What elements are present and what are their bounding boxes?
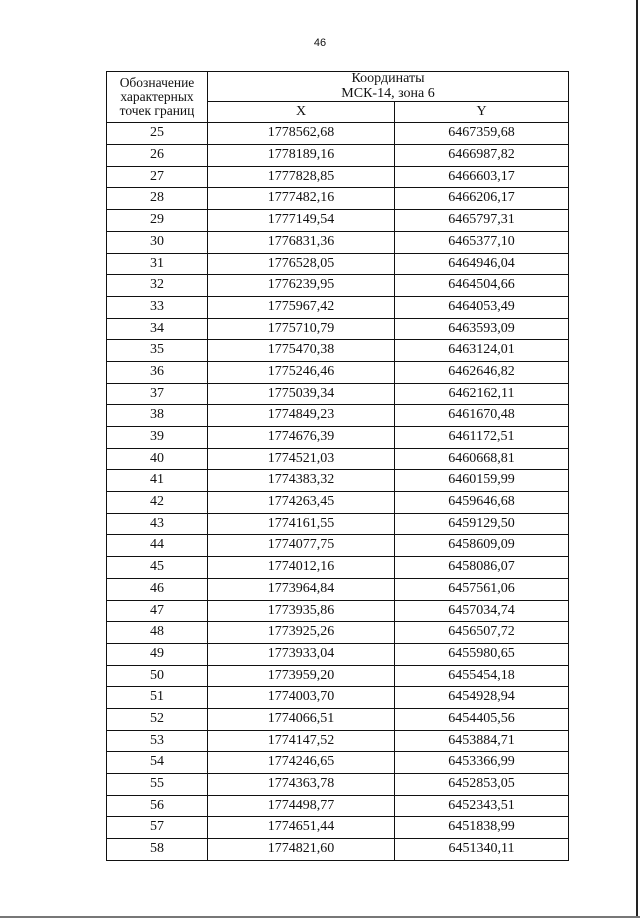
y-coordinate-cell: 6466987,82 [395,145,569,167]
y-coordinate-cell: 6456507,72 [395,622,569,644]
table-row [107,210,569,232]
point-number-cell: 48 [107,622,208,644]
point-number-cell: 49 [107,643,208,665]
x-coordinate-cell: 1774521,03 [208,448,395,470]
y-coordinate-cell: 6453366,99 [395,752,569,774]
x-coordinate-cell: 1777482,16 [208,188,395,210]
point-number-cell: 37 [107,383,208,405]
coordinates-header [208,72,569,102]
x-coordinate-cell: 1774147,52 [208,730,395,752]
point-designation-header: Обозначение характерных точек границ [107,72,208,123]
point-number-cell: 55 [107,774,208,796]
table-row [107,340,569,362]
point-number-cell: 31 [107,253,208,275]
point-number-cell: 27 [107,166,208,188]
y-coordinate-cell: 6464053,49 [395,296,569,318]
y-coordinate-cell: 6458609,09 [395,535,569,557]
x-coordinate-cell: 1774263,45 [208,492,395,514]
x-coordinate-cell: 1778189,16 [208,145,395,167]
table-row [107,253,569,275]
y-coordinate-cell: 6458086,07 [395,557,569,579]
point-number-cell: 29 [107,210,208,232]
table-row [107,123,569,145]
point-number-cell: 36 [107,361,208,383]
x-coordinate-cell: 1774651,44 [208,817,395,839]
point-number-cell: 34 [107,318,208,340]
x-coordinate-cell: 1774066,51 [208,708,395,730]
table-row [107,600,569,622]
x-coordinate-cell: 1775246,46 [208,361,395,383]
x-coordinate-cell: 1777828,85 [208,166,395,188]
x-coordinate-cell: 1774012,16 [208,557,395,579]
x-coordinate-cell: 1773933,04 [208,643,395,665]
point-number-cell: 43 [107,513,208,535]
y-coordinate-cell: 6453884,71 [395,730,569,752]
table-row [107,231,569,253]
table-row [107,817,569,839]
table-row [107,383,569,405]
x-coordinate-cell: 1773935,86 [208,600,395,622]
y-coordinate-cell: 6457034,74 [395,600,569,622]
x-coordinate-cell: 1777149,54 [208,210,395,232]
table-row [107,275,569,297]
point-number-cell: 52 [107,708,208,730]
y-coordinate-cell: 6467359,68 [395,123,569,145]
page-edge-right [636,0,638,918]
table-row [107,730,569,752]
y-coordinate-cell: 6461172,51 [395,427,569,449]
page-number: 46 [313,37,327,49]
coordinates-table [106,71,569,861]
table-row [107,643,569,665]
table-row [107,687,569,709]
y-coordinate-cell: 6465377,10 [395,231,569,253]
y-coordinate-cell: 6460159,99 [395,470,569,492]
x-coordinate-cell: 1774676,39 [208,427,395,449]
point-number-cell: 25 [107,123,208,145]
table-row [107,361,569,383]
table-row [107,405,569,427]
table-row [107,622,569,644]
y-coordinate-cell: 6459129,50 [395,513,569,535]
y-coordinate-cell: 6460668,81 [395,448,569,470]
point-number-cell: 44 [107,535,208,557]
x-coordinate-cell: 1776239,95 [208,275,395,297]
table-row [107,145,569,167]
x-coordinate-cell: 1774003,70 [208,687,395,709]
y-coordinate-cell: 6466603,17 [395,166,569,188]
table-row [107,427,569,449]
point-number-cell: 53 [107,730,208,752]
x-coordinate-cell: 1774246,65 [208,752,395,774]
x-coordinate-cell: 1774849,23 [208,405,395,427]
x-coordinate-cell: 1774821,60 [208,839,395,861]
y-coordinate-cell: 6452343,51 [395,795,569,817]
point-number-cell: 32 [107,275,208,297]
point-number-cell: 38 [107,405,208,427]
column-y-header: Y [395,102,569,123]
point-number-cell: 58 [107,839,208,861]
x-coordinate-cell: 1774161,55 [208,513,395,535]
y-coordinate-cell: 6451340,11 [395,839,569,861]
x-coordinate-cell: 1778562,68 [208,123,395,145]
table-row [107,470,569,492]
y-coordinate-cell: 6462646,82 [395,361,569,383]
x-coordinate-cell: 1773964,84 [208,578,395,600]
table-row [107,448,569,470]
x-coordinate-cell: 1773925,26 [208,622,395,644]
y-coordinate-cell: 6463593,09 [395,318,569,340]
x-coordinate-cell: 1776831,36 [208,231,395,253]
point-number-cell: 41 [107,470,208,492]
x-coordinate-cell: 1775039,34 [208,383,395,405]
point-number-cell: 33 [107,296,208,318]
y-coordinate-cell: 6454405,56 [395,708,569,730]
x-coordinate-cell: 1775967,42 [208,296,395,318]
coordinates-header-label: Координаты [351,71,425,86]
point-number-cell: 46 [107,578,208,600]
y-coordinate-cell: 6455454,18 [395,665,569,687]
x-coordinate-cell: 1774498,77 [208,795,395,817]
y-coordinate-cell: 6465797,31 [395,210,569,232]
table-row [107,665,569,687]
table-row [107,535,569,557]
y-coordinate-cell: 6459646,68 [395,492,569,514]
column-x-header: X [208,102,395,123]
y-coordinate-cell: 6451838,99 [395,817,569,839]
y-coordinate-cell: 6464504,66 [395,275,569,297]
table-row [107,188,569,210]
point-number-cell: 26 [107,145,208,167]
table-row [107,708,569,730]
point-number-cell: 54 [107,752,208,774]
x-coordinate-cell: 1774383,32 [208,470,395,492]
table-row [107,752,569,774]
point-number-cell: 50 [107,665,208,687]
y-coordinate-cell: 6462162,11 [395,383,569,405]
table-body [107,123,569,860]
y-coordinate-cell: 6452853,05 [395,774,569,796]
table-row [107,166,569,188]
coordinate-system-label: МСК-14, зона 6 [341,85,435,101]
table-row [107,795,569,817]
y-coordinate-cell: 6455980,65 [395,643,569,665]
table-row [107,296,569,318]
point-number-cell: 40 [107,448,208,470]
y-coordinate-cell: 6457561,06 [395,578,569,600]
y-coordinate-cell: 6461670,48 [395,405,569,427]
point-number-cell: 35 [107,340,208,362]
point-number-cell: 30 [107,231,208,253]
table-row [107,774,569,796]
x-coordinate-cell: 1773959,20 [208,665,395,687]
table-row [107,839,569,861]
x-coordinate-cell: 1776528,05 [208,253,395,275]
y-coordinate-cell: 6464946,04 [395,253,569,275]
table-row [107,492,569,514]
point-number-cell: 42 [107,492,208,514]
table-row [107,513,569,535]
point-number-cell: 56 [107,795,208,817]
point-number-cell: 28 [107,188,208,210]
y-coordinate-cell: 6466206,17 [395,188,569,210]
point-number-cell: 57 [107,817,208,839]
table-row [107,318,569,340]
x-coordinate-cell: 1775470,38 [208,340,395,362]
point-number-cell: 47 [107,600,208,622]
x-coordinate-cell: 1775710,79 [208,318,395,340]
point-number-cell: 45 [107,557,208,579]
x-coordinate-cell: 1774077,75 [208,535,395,557]
y-coordinate-cell: 6463124,01 [395,340,569,362]
point-number-cell: 51 [107,687,208,709]
table-row [107,578,569,600]
x-coordinate-cell: 1774363,78 [208,774,395,796]
y-coordinate-cell: 6454928,94 [395,687,569,709]
point-number-cell: 39 [107,427,208,449]
table-row [107,557,569,579]
